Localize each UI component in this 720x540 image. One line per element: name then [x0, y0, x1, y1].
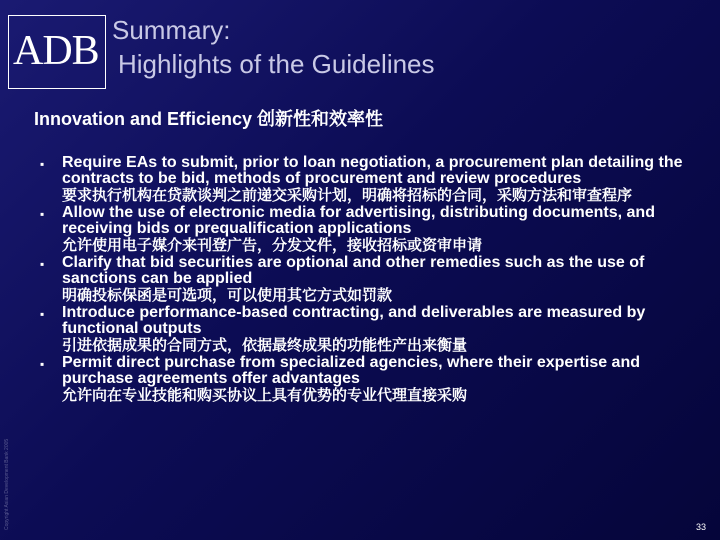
page-number: 33 [695, 522, 706, 532]
square-bullet-icon: ▪ [40, 357, 45, 371]
bullet-english-text: Introduce performance-based contracting, and deliverables are measured by functional outputs [62, 304, 646, 337]
bullet-chinese-text: 明确投标保函是可选项，可以使用其它方式如罚款 [62, 287, 393, 304]
bullet-item [40, 255, 700, 305]
square-bullet-icon: ▪ [40, 157, 45, 171]
bullet-item [40, 155, 700, 205]
adb-logo [8, 15, 106, 89]
square-bullet-icon: ▪ [40, 307, 45, 321]
square-bullet-icon: ▪ [40, 257, 45, 271]
bullet-item [40, 305, 700, 355]
bullet-english-text: Allow the use of electronic media for advertising, distributing documents, and receiving bids or prequalification applications [62, 204, 655, 237]
bullet-chinese-text: 允许使用电子媒介来刊登广告，分发文件，接收招标或资审申请 [62, 237, 483, 254]
bullet-english-text: Require EAs to submit, prior to loan negotiation, a procurement plan detailing the contracts to be bid, methods of procurement and review procedures [62, 154, 683, 187]
bullet-english-text: Clarify that bid securities are optional and other remedies such as the use of sanctions can be applied [62, 254, 645, 287]
bullet-chinese-text: 引进依据成果的合同方式，依据最终成果的功能性产出来衡量 [62, 337, 468, 354]
bullet-item [40, 355, 700, 405]
logo-text: ADB [13, 28, 99, 74]
slide-subtitle: Innovation and Efficiency 创新性和效率性 [34, 109, 384, 129]
bullet-english-text: Permit direct purchase from specialized agencies, where their expertise and purchase agreements offer advantages [62, 354, 640, 387]
bullet-list [40, 155, 700, 405]
square-bullet-icon: ▪ [40, 207, 45, 221]
title-line-1: Summary: [112, 15, 231, 45]
bullet-chinese-text: 允许向在专业技能和购买协议上具有优势的专业代理直接采购 [62, 387, 468, 404]
slide-title [108, 13, 435, 81]
vertical-copyright-text: Copyright Asian Development Bank 2005 [4, 438, 10, 530]
bullet-item [40, 205, 700, 255]
bullet-chinese-text: 要求执行机构在贷款谈判之前递交采购计划，明确将招标的合同，采购方法和审查程序 [62, 187, 633, 204]
title-line-2: Highlights of the Guidelines [118, 49, 435, 79]
